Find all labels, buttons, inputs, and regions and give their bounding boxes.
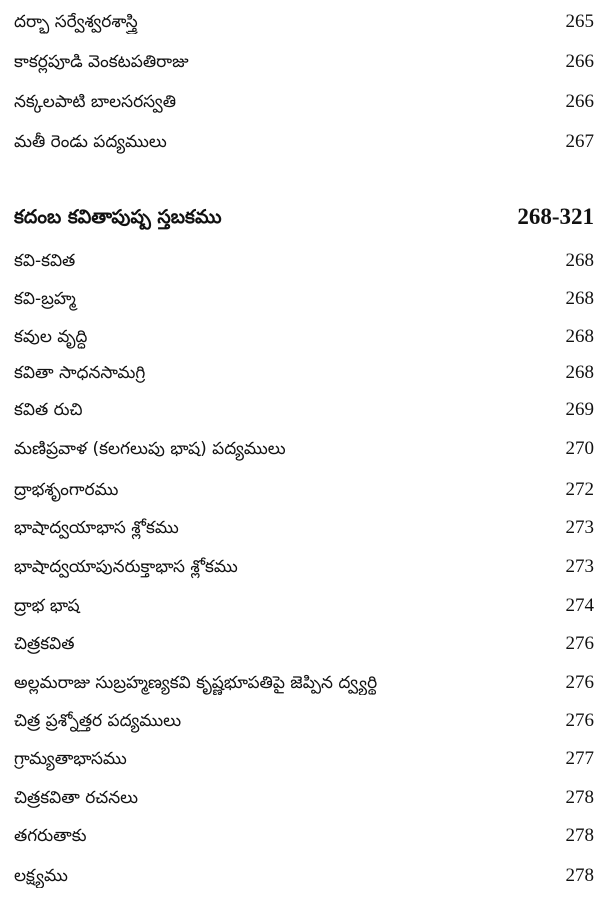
- toc-entry-page: 278: [565, 825, 594, 846]
- toc-entry-page: 268: [565, 288, 594, 309]
- toc-entry-page: 277: [565, 748, 594, 769]
- toc-entry: [14, 747, 594, 771]
- toc-entry-title: ద్రాభ భాష: [14, 596, 80, 616]
- toc-entry-page: 272: [565, 479, 594, 500]
- toc-entry: [14, 325, 594, 349]
- toc-entry-title: చిత్రకవితా రచనలు: [14, 788, 139, 808]
- toc-entry: [14, 632, 594, 656]
- toc-entry: [14, 249, 594, 273]
- toc-entry-page: 276: [565, 672, 594, 693]
- toc-entry-title: అల్లమరాజు సుబ్రహ్మణ్యకవి కృష్ణభూపతిపై జెప్పిన ద్వ్యర్థి: [14, 673, 378, 693]
- toc-entry-page: 274: [565, 595, 594, 616]
- toc-entry-title: లక్ష్యము: [14, 866, 68, 886]
- toc-entry: [14, 671, 594, 695]
- toc-entry-page: 269: [565, 399, 594, 420]
- toc-entry: [14, 90, 594, 114]
- toc-entry-page: 266: [565, 51, 594, 72]
- toc-entry-page: 268: [565, 326, 594, 347]
- toc-entry-page: 276: [565, 710, 594, 731]
- toc-entry-title: దర్భా సర్వేశ్వరశాస్త్రి: [14, 12, 138, 32]
- toc-entry-title: ద్రాభశృంగారము: [14, 480, 119, 500]
- toc-entry-page: 276: [565, 633, 594, 654]
- section-page-range: 268-321: [517, 204, 594, 229]
- toc-entry-page: 266: [565, 91, 594, 112]
- toc-entry: [14, 130, 594, 154]
- toc-entry-page: 267: [565, 131, 594, 152]
- toc-entry-title: భాషాద్వయాపునరుక్తాభాస శ్లోకము: [14, 557, 238, 577]
- toc-entry-title: చిత్రకవిత: [14, 634, 75, 654]
- toc-entry-title: మణిప్రవాళ (కలగలుపు భాష) పద్యములు: [14, 439, 286, 459]
- toc-entry-title: కాకర్లపూడి వెంకటపతిరాజు: [14, 52, 189, 72]
- toc-entry-title: గ్రామ్యతాభాసము: [14, 749, 127, 769]
- toc-entry-title: కవితా సాధనసామగ్రి: [14, 363, 146, 383]
- toc-entry: [14, 709, 594, 733]
- toc-entry: [14, 50, 594, 74]
- toc-entry-page: 273: [565, 517, 594, 538]
- toc-entry: [14, 398, 594, 422]
- toc-entry: [14, 478, 594, 502]
- toc-entry-title: కవిత రుచి: [14, 400, 83, 420]
- section-heading: [14, 203, 594, 231]
- toc-entry: [14, 516, 594, 540]
- toc-entry: [14, 786, 594, 810]
- toc-entry: [14, 437, 594, 461]
- toc-entry-page: 268: [565, 250, 594, 271]
- toc-entry-title: కవి-కవిత: [14, 251, 76, 271]
- toc-entry-page: 278: [565, 865, 594, 886]
- toc-entry-title: కవి-బ్రహ్మ: [14, 289, 76, 309]
- toc-entry: [14, 555, 594, 579]
- toc-entry: [14, 864, 594, 888]
- toc-entry-title: కవుల వృద్ధి: [14, 327, 88, 347]
- toc-entry: [14, 594, 594, 618]
- toc-entry-title: చిత్ర ప్రశ్నోత్తర పద్యములు: [14, 711, 182, 731]
- toc-entry-title: తగరుతాకు: [14, 826, 87, 846]
- toc-entry-page: 265: [565, 11, 594, 32]
- toc-entry-title: భాషాద్వయాభాస శ్లోకము: [14, 518, 179, 538]
- toc-entry: [14, 824, 594, 848]
- toc-entry: [14, 287, 594, 311]
- toc-entry-title: మతీ రెండు పద్యములు: [14, 132, 167, 152]
- toc-entry-page: 268: [565, 362, 594, 383]
- toc-entry-page: 278: [565, 787, 594, 808]
- toc-entry-page: 273: [565, 556, 594, 577]
- toc-entry-title: నక్కలపాటి బాలసరస్వతి: [14, 92, 176, 112]
- toc-entry: [14, 361, 594, 385]
- toc-entry: [14, 10, 594, 34]
- toc-entry-page: 270: [565, 438, 594, 459]
- section-title: కదంబ కవితాపుష్ప స్తబకము: [14, 206, 222, 228]
